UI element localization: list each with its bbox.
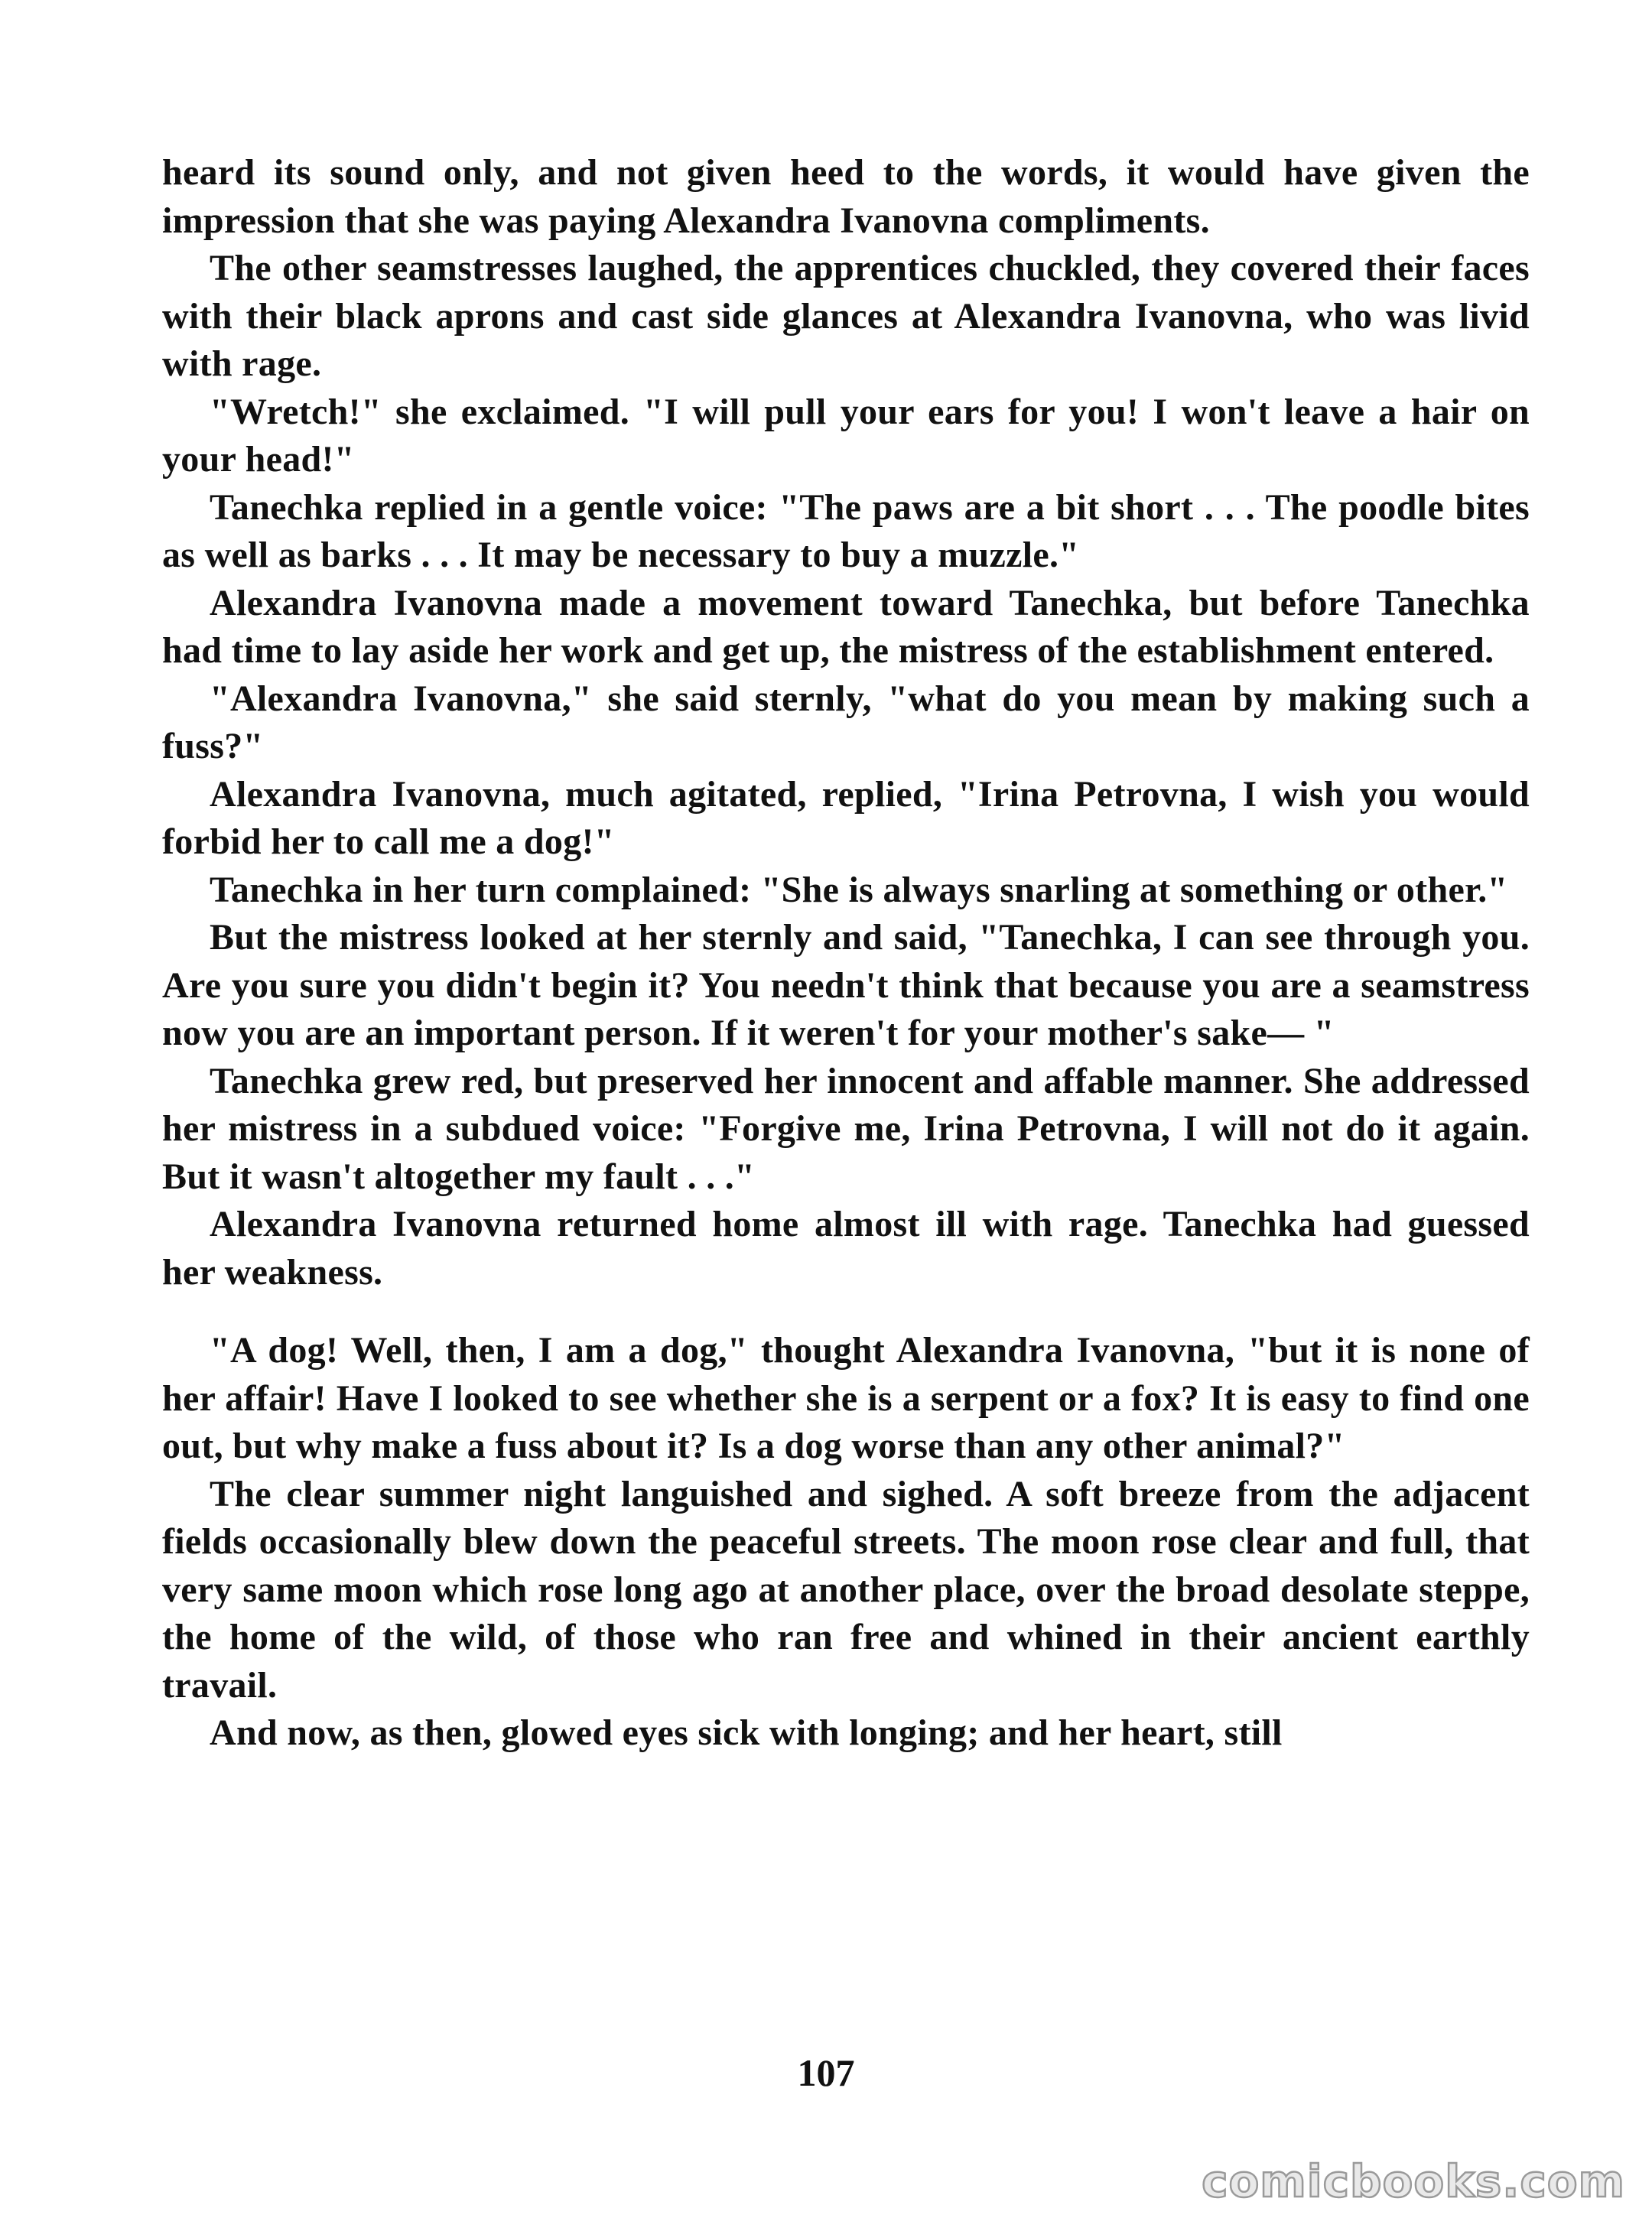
paragraph: But the mistress looked at her sternly and said, "Tanechka, I can see through you. Are you sure you didn't begin it? You needn't think that because you are a seamstress now you are an important person. If it weren't for your mother's sake— " — [162, 917, 1530, 1053]
paragraph: And now, as then, glowed eyes sick with longing; and her heart, still — [210, 1712, 1283, 1753]
body-text — [162, 149, 1530, 1758]
paragraph: Alexandra Ivanovna returned home almost ill with rage. Tanechka had guessed her weakness. — [162, 1204, 1530, 1293]
paragraph: heard its sound only, and not given heed to the words, it would have given the impression that she was paying Alexandra Ivanovna compliments. — [162, 152, 1530, 241]
paragraph: Alexandra Ivanovna made a movement toward Tanechka, but before Tanechka had time to lay aside her work and get up, the mistress of the establishment entered. — [162, 582, 1530, 671]
paragraph: "A dog! Well, then, I am a dog," thought Alexandra Ivanovna, "but it is none of her affair! Have I looked to see whether she is a serpent or a fox? It is easy to find one out, but why make a fuss about it? Is a dog worse than any other animal?" — [162, 1330, 1530, 1466]
paragraph: Tanechka grew red, but preserved her innocent and affable manner. She addressed her mistress in a subdued voice: "Forgive me, Irina Petrovna, I will not do it again. But it wasn't altogether my fault . . ." — [162, 1060, 1530, 1197]
watermark — [1201, 2155, 1629, 2209]
paragraph: Alexandra Ivanovna, much agitated, replied, "Irina Petrovna, I wish you would forbid her to call me a dog!" — [162, 773, 1530, 862]
page-number: 107 — [797, 2051, 855, 2094]
paragraph: The clear summer night languished and sighed. A soft breeze from the adjacent fields occasionally blew down the peaceful streets. The moon rose clear and full, that very same moon which rose long ago at another place, over the broad desolate steppe, the home of the wild, of those who ran free and whined in their ancient earthly travail. — [162, 1473, 1530, 1706]
paragraph: "Wretch!" she exclaimed. "I will pull your ears for you! I won't leave a hair on your head!" — [162, 391, 1530, 480]
paragraph: Tanechka in her turn complained: "She is always snarling at something or other." — [210, 869, 1508, 910]
paragraph: The other seamstresses laughed, the apprentices chuckled, they covered their faces with their black aprons and cast side glances at Alexandra Ivanovna, who was livid with rage. — [162, 248, 1530, 384]
watermark-text: comicbooks.com — [1202, 2155, 1625, 2207]
paragraph: Tanechka replied in a gentle voice: "The paws are a bit short . . . The poodle bites as well as barks . . . It may be necessary to buy a muzzle." — [162, 486, 1530, 575]
paragraph: "Alexandra Ivanovna," she said sternly, "what do you mean by making such a fuss?" — [162, 678, 1530, 766]
